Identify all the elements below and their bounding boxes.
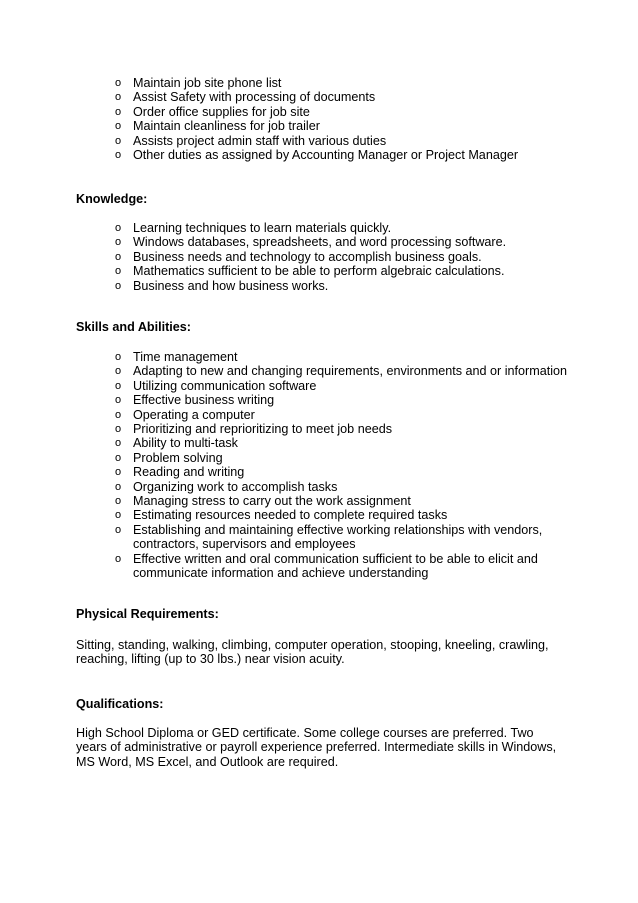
list-item-text: Prioritizing and reprioritizing to meet job needs [133,422,393,437]
list-item [115,119,585,133]
list-item [115,279,585,293]
bullet-icon: o [115,222,122,234]
bullet-icon: o [115,408,122,421]
bullet-icon: o [115,105,122,118]
list-item [115,76,585,90]
list-item-text: Other duties as assigned by Accounting Manager or Project Manager [133,148,519,163]
list-item [115,350,585,364]
list-item [115,90,585,104]
list-item [115,148,585,162]
list-item [115,134,585,148]
list-item-text: Learning techniques to learn materials quickly. [133,221,392,235]
bullet-icon: o [115,379,122,392]
list-item-text: Time management [133,350,238,364]
knowledge-heading: Knowledge: [76,192,148,206]
list-item-text: Operating a computer [133,407,255,422]
list-item [115,379,585,393]
list-item-text: Maintain job site phone list [133,76,282,90]
skills-heading: Skills and Abilities: [76,320,192,334]
bullet-icon: o [115,394,122,407]
list-item-text: Adapting to new and changing requirements, environments and or information [133,364,568,379]
list-item [115,436,585,450]
bullet-icon: o [115,279,122,292]
qualifications-text: High School Diploma or GED certificate. Some college courses are preferred. Two years of administrative or payroll experience preferred. Intermediate skills in Windows, MS Word, MS Excel, and Outlook are required. [76,726,557,769]
list-item-text: Order office supplies for job site [133,104,310,119]
list-item [115,221,585,235]
bullet-icon: o [115,236,122,249]
bullet-icon: o [115,91,122,104]
list-item-text: Reading and writing [133,465,245,480]
list-item-text: Establishing and maintaining effective working relationships with vendors, contractors, supervisors and employees [133,522,543,552]
list-item-text: Managing stress to carry out the work assignment [133,494,411,509]
list-item [115,422,585,436]
list-item-text: Windows databases, spreadsheets, and word processing software. [133,235,507,250]
list-item-text: Ability to multi-task [133,436,238,451]
bullet-icon: o [115,437,122,450]
list-item-text: Problem solving [133,450,223,465]
list-item-text: Mathematics sufficient to be able to perform algebraic calculations. [133,264,505,279]
list-item-text: Estimating resources needed to complete required tasks [133,508,448,523]
bullet-icon: o [115,495,122,508]
physical-text: Sitting, standing, walking, climbing, computer operation, stooping, kneeling, crawling, reaching, lifting (up to 30 lbs.) near vision acuity. [76,638,549,667]
list-item-text: Utilizing communication software [133,378,317,393]
physical-heading: Physical Requirements: [76,607,219,621]
list-item [115,480,585,494]
list-item [115,408,585,422]
list-item-text: Assists project admin staff with various duties [133,133,387,148]
list-item [115,552,585,581]
bullet-icon: o [115,451,122,464]
duties-list [115,76,585,162]
list-item [115,235,585,249]
list-item [115,364,585,378]
knowledge-list [115,221,585,293]
list-item [115,264,585,278]
bullet-icon: o [115,509,122,522]
bullet-icon: o [115,77,122,89]
list-item-text: Maintain cleanliness for job trailer [133,119,320,134]
bullet-icon: o [115,552,122,565]
bullet-icon: o [115,466,122,479]
bullet-icon: o [115,523,122,536]
bullet-icon: o [115,365,122,378]
list-item [115,451,585,465]
bullet-icon: o [115,423,122,436]
list-item [115,508,585,522]
qualifications-heading: Qualifications: [76,697,164,711]
bullet-icon: o [115,351,122,363]
bullet-icon: o [115,250,122,263]
bullet-icon: o [115,480,122,493]
list-item [115,523,585,552]
skills-list [115,350,585,581]
list-item-text: Effective written and oral communication sufficient to be able to elicit and communicate information and achieve understanding [133,551,538,581]
list-item-text: Business needs and technology to accomplish business goals. [133,249,482,264]
bullet-icon: o [115,265,122,278]
bullet-icon: o [115,149,122,162]
list-item [115,250,585,264]
list-item [115,465,585,479]
bullet-icon: o [115,120,122,133]
list-item-text: Business and how business works. [133,278,329,293]
list-item [115,494,585,508]
list-item-text: Organizing work to accomplish tasks [133,479,338,494]
list-item-text: Assist Safety with processing of documents [133,90,376,105]
list-item-text: Effective business writing [133,393,275,408]
list-item [115,105,585,119]
bullet-icon: o [115,134,122,147]
list-item [115,393,585,407]
